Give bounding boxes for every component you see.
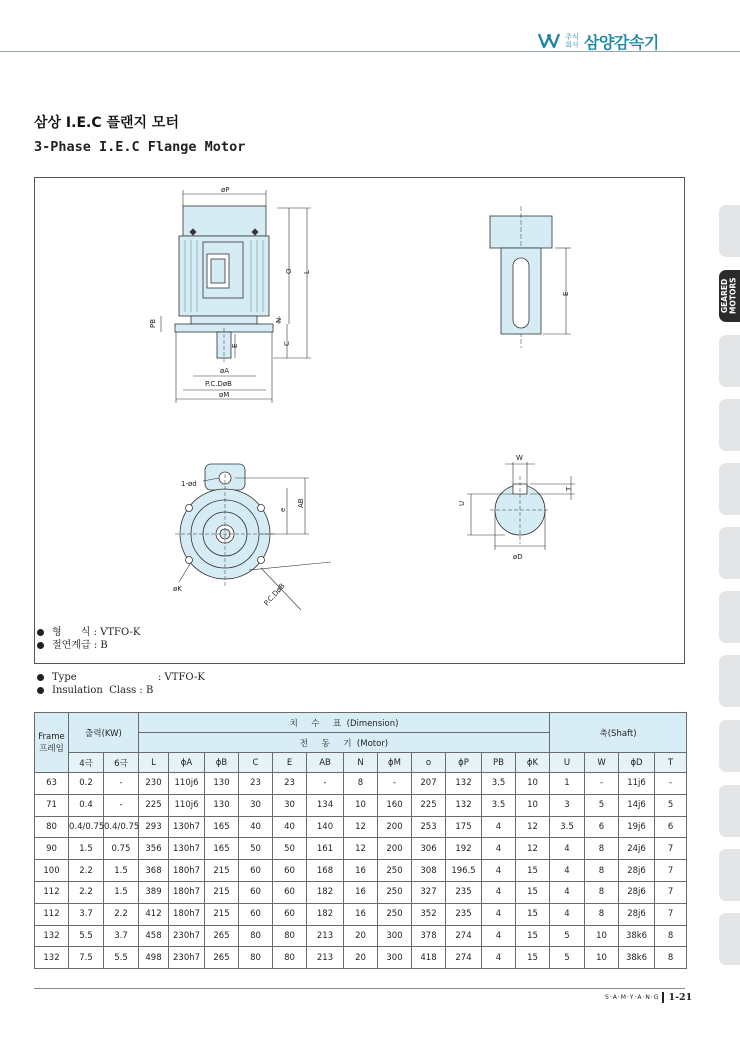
table-cell: 30 [239, 794, 273, 816]
table-cell: 207 [412, 773, 446, 795]
table-cell: 60 [239, 860, 273, 882]
table-cell: 3.5 [550, 816, 585, 838]
table-cell: 161 [307, 838, 344, 860]
notes-korean [37, 626, 140, 652]
table-cell: 10 [516, 794, 550, 816]
table-cell: 11j6 [619, 773, 655, 795]
table-cell: 4 [482, 838, 516, 860]
label-u: U [458, 500, 466, 506]
side-tab-label: GEARED MOTORS [720, 277, 738, 315]
table-row [35, 860, 687, 882]
table-cell: 3 [550, 794, 585, 816]
label-m: øM [219, 391, 230, 399]
table-cell: 308 [412, 860, 446, 882]
side-tab[interactable] [719, 399, 740, 451]
table-body [35, 773, 687, 969]
table-cell: 5 [550, 947, 585, 969]
table-cell: 200 [378, 816, 412, 838]
header-output: 출력(KW) [69, 713, 139, 753]
table-cell: 8 [585, 860, 619, 882]
label-ab: AB [297, 498, 305, 508]
table-cell: 225 [412, 794, 446, 816]
column-header: PB [482, 753, 516, 773]
table-cell: 28j6 [619, 881, 655, 903]
page-number: 1-21 [662, 992, 692, 1003]
table-cell: 175 [446, 816, 482, 838]
table-cell: - [104, 773, 139, 795]
table-cell: 1.5 [104, 860, 139, 882]
table-cell: 8 [585, 903, 619, 925]
table-cell: 250 [378, 903, 412, 925]
table-cell: 12 [344, 838, 378, 860]
table-cell: 265 [205, 925, 239, 947]
table-cell: 14j6 [619, 794, 655, 816]
table-row [35, 816, 687, 838]
table-cell: 80 [239, 947, 273, 969]
table-row [35, 903, 687, 925]
table-cell: 265 [205, 947, 239, 969]
column-header: ϕB [205, 753, 239, 773]
column-header: o [412, 753, 446, 773]
table-cell: 200 [378, 838, 412, 860]
side-tab[interactable] [719, 205, 740, 257]
table-cell: 235 [446, 903, 482, 925]
notes-english [37, 671, 205, 697]
table-cell: 8 [344, 773, 378, 795]
column-header: U [550, 753, 585, 773]
table-cell: 28j6 [619, 860, 655, 882]
table-cell: 7 [655, 838, 687, 860]
column-header: C [239, 753, 273, 773]
table-cell: 132 [35, 925, 69, 947]
table-cell: 7 [655, 881, 687, 903]
page-footer [605, 992, 692, 1003]
column-header: AB [307, 753, 344, 773]
table-cell: 182 [307, 881, 344, 903]
table-cell: 213 [307, 925, 344, 947]
table-cell: 0.4 [69, 794, 104, 816]
note-ko-insulation-label: 절연계급 [52, 640, 91, 651]
side-tab[interactable] [719, 463, 740, 515]
table-row [35, 838, 687, 860]
side-tab[interactable] [719, 655, 740, 707]
table-cell: 8 [655, 947, 687, 969]
side-tab[interactable] [719, 913, 740, 965]
table-cell: 196.5 [446, 860, 482, 882]
label-d: øD [513, 553, 523, 561]
label-t: T [565, 486, 573, 491]
table-cell: 4 [550, 860, 585, 882]
table-cell: 1 [550, 773, 585, 795]
note-en-type [37, 671, 205, 684]
table-cell: 40 [273, 816, 307, 838]
table-cell: 23 [273, 773, 307, 795]
table-cell: 50 [273, 838, 307, 860]
table-cell: 80 [239, 925, 273, 947]
table-cell: 418 [412, 947, 446, 969]
column-header: L [139, 753, 169, 773]
table-cell: 110j6 [169, 794, 205, 816]
table-cell: 192 [446, 838, 482, 860]
header-shaft: 축(Shaft) [550, 713, 687, 753]
label-o: O [285, 268, 293, 274]
table-cell: 7 [655, 903, 687, 925]
table-cell: 130 [205, 794, 239, 816]
table-cell: 71 [35, 794, 69, 816]
table-cell: 15 [516, 925, 550, 947]
table-cell: - [378, 773, 412, 795]
table-cell: 12 [516, 838, 550, 860]
column-header: ϕP [446, 753, 482, 773]
table-row [35, 947, 687, 969]
footer-brand: S·A·M·Y·A·N·G [605, 994, 660, 1001]
table-cell: 168 [307, 860, 344, 882]
column-header: E [273, 753, 307, 773]
table-cell: 0.4/0.75 [104, 816, 139, 838]
header-motor: 전 동 기 (Motor) [139, 733, 550, 753]
table-cell: 80 [273, 925, 307, 947]
note-ko-insulation [37, 639, 140, 652]
table-cell: 0.75 [104, 838, 139, 860]
table-cell: 2.2 [69, 860, 104, 882]
table-cell: 112 [35, 903, 69, 925]
table-cell: 225 [139, 794, 169, 816]
label-pcd-b2: P.C.DøB [262, 581, 287, 608]
table-cell: 132 [446, 794, 482, 816]
table-cell: 130 [205, 773, 239, 795]
column-header: ϕK [516, 753, 550, 773]
table-cell: 5 [550, 925, 585, 947]
table-cell: 498 [139, 947, 169, 969]
table-cell: 306 [412, 838, 446, 860]
table-cell: 19j6 [619, 816, 655, 838]
table-cell: 4 [550, 903, 585, 925]
table-cell: 10 [585, 947, 619, 969]
table-cell: 140 [307, 816, 344, 838]
side-tab-geared-motors[interactable] [719, 270, 740, 322]
table-cell: 274 [446, 947, 482, 969]
company-brand [538, 30, 659, 52]
table-cell: 0.2 [69, 773, 104, 795]
table-cell: 412 [139, 903, 169, 925]
column-header: 6극 [104, 753, 139, 773]
motor-side-view [175, 206, 273, 364]
table-cell: 389 [139, 881, 169, 903]
bullet-icon [37, 629, 44, 636]
header-frame: Frame 프레임 [35, 713, 69, 773]
table-cell: 250 [378, 881, 412, 903]
table-cell: 132 [446, 773, 482, 795]
side-tab[interactable] [719, 591, 740, 643]
table-cell: 24j6 [619, 838, 655, 860]
table-cell: 4 [482, 860, 516, 882]
table-cell: 180h7 [169, 903, 205, 925]
table-cell: 40 [239, 816, 273, 838]
label-e: E [231, 343, 239, 348]
table-cell: 6 [655, 816, 687, 838]
label-e3: e [279, 507, 287, 512]
table-cell: 5 [655, 794, 687, 816]
table-cell: 60 [239, 903, 273, 925]
table-cell: 6 [585, 816, 619, 838]
table-cell: 165 [205, 816, 239, 838]
table-cell: 90 [35, 838, 69, 860]
bullet-icon [37, 642, 44, 649]
company-prefix: 주식 회사 [565, 33, 579, 49]
table-cell: 10 [585, 925, 619, 947]
table-cell: 230 [139, 773, 169, 795]
table-cell: 368 [139, 860, 169, 882]
table-cell: 378 [412, 925, 446, 947]
note-en-insulation-value: : B [139, 685, 154, 696]
table-cell: 134 [307, 794, 344, 816]
column-header: ϕA [169, 753, 205, 773]
table-cell: - [104, 794, 139, 816]
shaft-section-view [490, 476, 550, 544]
note-en-type-label: Type [52, 672, 77, 683]
table-cell: - [585, 773, 619, 795]
label-pcd-b: P.C.DøB [205, 380, 232, 388]
table-cell: 16 [344, 881, 378, 903]
table-cell: 112 [35, 881, 69, 903]
table-cell: 60 [239, 881, 273, 903]
side-tab[interactable] [719, 527, 740, 579]
label-a: øA [220, 367, 230, 375]
company-name: 삼양감속기 [584, 32, 659, 52]
table-row [35, 794, 687, 816]
table-cell: 10 [344, 794, 378, 816]
table-cell: 213 [307, 947, 344, 969]
table-cell: 1.5 [69, 838, 104, 860]
dimension-table [34, 712, 687, 969]
table-cell: 4 [482, 947, 516, 969]
table-cell: 160 [378, 794, 412, 816]
column-header: 4극 [69, 753, 104, 773]
table-cell: 8 [655, 925, 687, 947]
note-en-insulation [37, 684, 205, 697]
table-cell: 12 [516, 816, 550, 838]
table-cell: 60 [273, 881, 307, 903]
table-cell: 15 [516, 903, 550, 925]
table-cell: 215 [205, 903, 239, 925]
note-en-insulation-label: Insulation Class [52, 685, 137, 696]
company-logo-icon [538, 32, 560, 50]
label-p: øP [221, 186, 230, 194]
note-ko-insulation-value: : B [93, 640, 108, 651]
table-cell: 38k6 [619, 947, 655, 969]
table-cell: 4 [482, 903, 516, 925]
table-cell: 300 [378, 925, 412, 947]
table-cell: 15 [516, 881, 550, 903]
table-cell: 3.7 [104, 925, 139, 947]
bullet-icon [37, 674, 44, 681]
table-cell: 3.5 [482, 773, 516, 795]
column-header: ϕD [619, 753, 655, 773]
table-cell: 5.5 [69, 925, 104, 947]
table-cell: 20 [344, 947, 378, 969]
table-cell: 16 [344, 860, 378, 882]
column-header: T [655, 753, 687, 773]
table-row [35, 881, 687, 903]
table-cell: - [307, 773, 344, 795]
header-dimension: 치 수 표 (Dimension) [139, 713, 550, 733]
table-row [35, 925, 687, 947]
table-row [35, 773, 687, 795]
note-ko-type-label: 형 식 [52, 627, 91, 638]
table-cell: 110j6 [169, 773, 205, 795]
table-cell: 50 [239, 838, 273, 860]
label-l: L [303, 270, 311, 274]
shaft-view [490, 206, 552, 348]
label-hole: 1-ød [181, 480, 197, 488]
dimension-drawing [34, 177, 685, 664]
table-cell: 352 [412, 903, 446, 925]
table-cell: 4 [550, 881, 585, 903]
table-cell: 130h7 [169, 838, 205, 860]
note-ko-type-value: : VTFO-K [93, 627, 141, 638]
column-header: ϕM [378, 753, 412, 773]
side-tab[interactable] [719, 849, 740, 901]
table-cell: 253 [412, 816, 446, 838]
table-cell: 0.4/0.75 [69, 816, 104, 838]
table-cell: 30 [273, 794, 307, 816]
label-pb: PB [149, 318, 157, 328]
table-cell: 4 [482, 925, 516, 947]
table-cell: 274 [446, 925, 482, 947]
table-cell: 4 [482, 881, 516, 903]
table-cell: 293 [139, 816, 169, 838]
page-title-korean: 삼상 I.E.C 플랜지 모터 [34, 115, 179, 131]
table-cell: 4 [482, 816, 516, 838]
bullet-icon [37, 687, 44, 694]
table-cell: 63 [35, 773, 69, 795]
table-cell: 38k6 [619, 925, 655, 947]
label-c: C [283, 341, 291, 346]
table-cell: 12 [344, 816, 378, 838]
table-cell: 1.5 [104, 881, 139, 903]
column-header: N [344, 753, 378, 773]
table-cell: 182 [307, 903, 344, 925]
side-tab[interactable] [719, 335, 740, 387]
table-cell: 2.2 [104, 903, 139, 925]
column-header: W [585, 753, 619, 773]
table-cell: 130h7 [169, 816, 205, 838]
table-cell: 15 [516, 860, 550, 882]
side-tab[interactable] [719, 785, 740, 837]
label-w: W [516, 454, 523, 462]
table-cell: 5 [585, 794, 619, 816]
table-cell: 250 [378, 860, 412, 882]
table-cell: 215 [205, 860, 239, 882]
table-cell: 5.5 [104, 947, 139, 969]
table-cell: 300 [378, 947, 412, 969]
table-cell: 28j6 [619, 903, 655, 925]
table-cell: 2.2 [69, 881, 104, 903]
table-cell: 16 [344, 903, 378, 925]
table-cell: 7.5 [69, 947, 104, 969]
footer-rule [34, 988, 685, 989]
table-cell: 235 [446, 881, 482, 903]
column-header-row [35, 753, 687, 773]
table-cell: 180h7 [169, 881, 205, 903]
note-en-type-value: : VTFO-K [158, 672, 205, 683]
table-cell: 230h7 [169, 947, 205, 969]
table-cell: 356 [139, 838, 169, 860]
table-cell: 458 [139, 925, 169, 947]
table-cell: 3.5 [482, 794, 516, 816]
note-ko-type [37, 626, 140, 639]
label-n: N [275, 317, 283, 323]
table-cell: 10 [516, 773, 550, 795]
table-cell: 80 [273, 947, 307, 969]
table-cell: 165 [205, 838, 239, 860]
table-cell: 230h7 [169, 925, 205, 947]
table-cell: 4 [550, 838, 585, 860]
table-cell: 7 [655, 860, 687, 882]
table-cell: 60 [273, 860, 307, 882]
table-cell: 60 [273, 903, 307, 925]
table-cell: 100 [35, 860, 69, 882]
table-cell: - [655, 773, 687, 795]
side-tab[interactable] [719, 720, 740, 772]
table-cell: 215 [205, 881, 239, 903]
table-cell: 23 [239, 773, 273, 795]
label-e2: E [562, 291, 570, 296]
table-cell: 180h7 [169, 860, 205, 882]
table-cell: 8 [585, 881, 619, 903]
table-cell: 80 [35, 816, 69, 838]
table-cell: 15 [516, 947, 550, 969]
table-cell: 132 [35, 947, 69, 969]
table-cell: 3.7 [69, 903, 104, 925]
table-cell: 327 [412, 881, 446, 903]
table-cell: 8 [585, 838, 619, 860]
label-k: øK [173, 585, 182, 593]
page-title-english: 3-Phase I.E.C Flange Motor [34, 139, 246, 155]
table-cell: 20 [344, 925, 378, 947]
